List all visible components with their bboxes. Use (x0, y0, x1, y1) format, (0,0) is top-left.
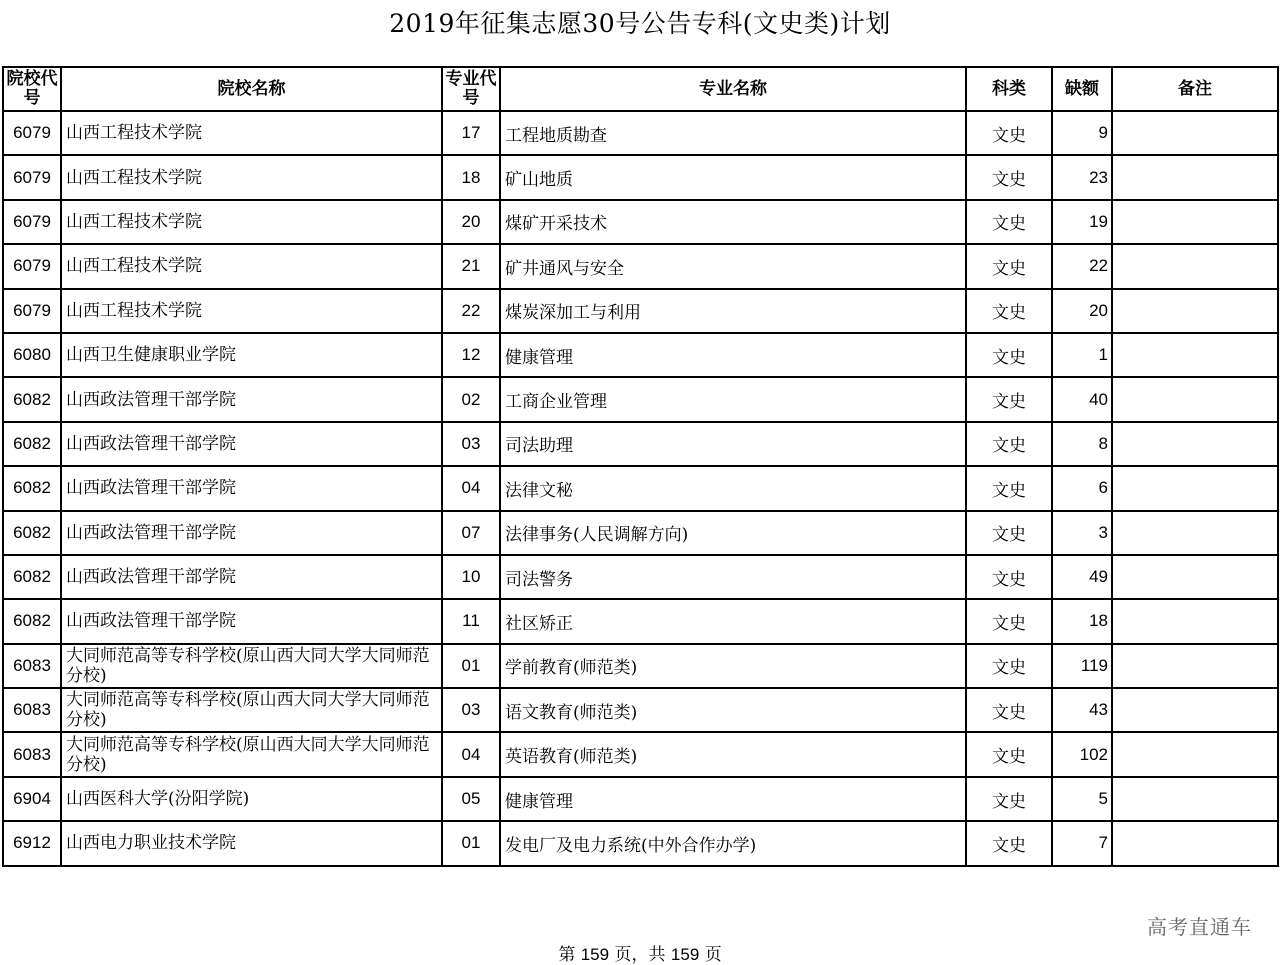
cell-vacancy: 43 (1052, 688, 1112, 732)
cell-category: 文史 (966, 777, 1052, 821)
cell-category: 文史 (966, 244, 1052, 288)
header-note: 备注 (1112, 67, 1278, 111)
cell-major-name: 矿井通风与安全 (500, 244, 966, 288)
table-row (3, 732, 1278, 776)
footer-total-pages: 159 (670, 945, 700, 964)
watermark: 高考直通车 (1147, 915, 1252, 939)
table-row (3, 422, 1278, 466)
cell-major-name: 工程地质勘查 (500, 111, 966, 155)
cell-school-code: 6079 (3, 289, 61, 333)
cell-major-name: 司法警务 (500, 555, 966, 599)
cell-major-name: 社区矫正 (500, 599, 966, 643)
cell-category: 文史 (966, 821, 1052, 865)
cell-school-name: 大同师范高等专科学校(原山西大同大学大同师范分校) (61, 688, 442, 732)
cell-category: 文史 (966, 732, 1052, 776)
cell-category: 文史 (966, 155, 1052, 199)
cell-school-code: 6082 (3, 511, 61, 555)
cell-note (1112, 155, 1278, 199)
header-category: 科类 (966, 67, 1052, 111)
cell-school-code: 6082 (3, 422, 61, 466)
page-title: 2019年征集志愿30号公告专科(文史类)计划 (389, 9, 891, 38)
cell-vacancy: 5 (1052, 777, 1112, 821)
cell-vacancy: 119 (1052, 644, 1112, 688)
cell-vacancy: 18 (1052, 599, 1112, 643)
cell-major-name: 法律事务(人民调解方向) (500, 511, 966, 555)
cell-major-code: 03 (442, 688, 500, 732)
cell-note (1112, 777, 1278, 821)
table-header (3, 67, 1278, 111)
cell-major-code: 10 (442, 555, 500, 599)
table-row (3, 155, 1278, 199)
footer-middle: 页，共 (614, 945, 666, 965)
table-row (3, 688, 1278, 732)
header-major-code: 专业代号 (442, 67, 500, 111)
page-footer (0, 940, 1280, 965)
cell-school-code: 6082 (3, 599, 61, 643)
cell-school-name: 山西卫生健康职业学院 (61, 333, 442, 377)
cell-school-name: 山西工程技术学院 (61, 244, 442, 288)
cell-school-name: 山西工程技术学院 (61, 111, 442, 155)
table-row (3, 377, 1278, 421)
cell-note (1112, 821, 1278, 865)
cell-school-code: 6079 (3, 155, 61, 199)
plan-table (2, 66, 1279, 867)
table-body (3, 111, 1278, 866)
cell-school-code: 6080 (3, 333, 61, 377)
cell-school-code: 6082 (3, 555, 61, 599)
cell-vacancy: 49 (1052, 555, 1112, 599)
cell-school-code: 6079 (3, 244, 61, 288)
cell-major-name: 法律文秘 (500, 466, 966, 510)
table-row (3, 289, 1278, 333)
cell-major-name: 学前教育(师范类) (500, 644, 966, 688)
cell-category: 文史 (966, 688, 1052, 732)
cell-major-code: 03 (442, 422, 500, 466)
table-row (3, 777, 1278, 821)
cell-major-code: 01 (442, 644, 500, 688)
cell-major-code: 21 (442, 244, 500, 288)
cell-category: 文史 (966, 599, 1052, 643)
cell-major-code: 11 (442, 599, 500, 643)
header-school-code: 院校代号 (3, 67, 61, 111)
cell-note (1112, 555, 1278, 599)
table-row (3, 644, 1278, 688)
cell-note (1112, 422, 1278, 466)
cell-school-name: 山西工程技术学院 (61, 289, 442, 333)
table-row (3, 599, 1278, 643)
cell-major-code: 12 (442, 333, 500, 377)
cell-major-name: 司法助理 (500, 422, 966, 466)
cell-school-name: 山西政法管理干部学院 (61, 422, 442, 466)
cell-category: 文史 (966, 289, 1052, 333)
cell-note (1112, 289, 1278, 333)
cell-school-name: 大同师范高等专科学校(原山西大同大学大同师范分校) (61, 732, 442, 776)
cell-school-name: 山西政法管理干部学院 (61, 466, 442, 510)
cell-vacancy: 6 (1052, 466, 1112, 510)
cell-note (1112, 200, 1278, 244)
cell-vacancy: 20 (1052, 289, 1112, 333)
cell-vacancy: 40 (1052, 377, 1112, 421)
cell-school-code: 6082 (3, 377, 61, 421)
cell-major-name: 矿山地质 (500, 155, 966, 199)
footer-page-number: 159 (580, 945, 610, 964)
cell-note (1112, 732, 1278, 776)
table-row (3, 511, 1278, 555)
footer-suffix: 页 (704, 945, 722, 965)
cell-school-code: 6912 (3, 821, 61, 865)
cell-school-code: 6079 (3, 200, 61, 244)
cell-note (1112, 511, 1278, 555)
header-school-name: 院校名称 (61, 67, 442, 111)
cell-major-name: 发电厂及电力系统(中外合作办学) (500, 821, 966, 865)
cell-major-code: 02 (442, 377, 500, 421)
cell-school-name: 山西政法管理干部学院 (61, 599, 442, 643)
cell-major-name: 煤矿开采技术 (500, 200, 966, 244)
cell-vacancy: 7 (1052, 821, 1112, 865)
cell-major-code: 22 (442, 289, 500, 333)
table-row (3, 111, 1278, 155)
table-row (3, 555, 1278, 599)
cell-major-code: 05 (442, 777, 500, 821)
cell-school-code: 6083 (3, 732, 61, 776)
cell-school-code: 6083 (3, 644, 61, 688)
cell-school-name: 山西政法管理干部学院 (61, 377, 442, 421)
cell-major-code: 01 (442, 821, 500, 865)
cell-school-code: 6079 (3, 111, 61, 155)
cell-vacancy: 8 (1052, 422, 1112, 466)
cell-major-name: 健康管理 (500, 333, 966, 377)
cell-vacancy: 19 (1052, 200, 1112, 244)
cell-vacancy: 22 (1052, 244, 1112, 288)
cell-category: 文史 (966, 111, 1052, 155)
cell-major-name: 英语教育(师范类) (500, 732, 966, 776)
cell-school-code: 6904 (3, 777, 61, 821)
cell-major-name: 煤炭深加工与利用 (500, 289, 966, 333)
cell-note (1112, 466, 1278, 510)
cell-category: 文史 (966, 511, 1052, 555)
cell-note (1112, 599, 1278, 643)
table-row (3, 200, 1278, 244)
cell-note (1112, 111, 1278, 155)
cell-category: 文史 (966, 644, 1052, 688)
header-row (3, 67, 1278, 111)
table-row (3, 244, 1278, 288)
cell-major-code: 18 (442, 155, 500, 199)
cell-major-name: 语文教育(师范类) (500, 688, 966, 732)
cell-major-code: 04 (442, 466, 500, 510)
cell-category: 文史 (966, 200, 1052, 244)
table-row (3, 333, 1278, 377)
cell-major-code: 17 (442, 111, 500, 155)
cell-note (1112, 333, 1278, 377)
header-vacancy: 缺额 (1052, 67, 1112, 111)
cell-note (1112, 644, 1278, 688)
cell-major-code: 04 (442, 732, 500, 776)
table-row (3, 466, 1278, 510)
cell-school-name: 山西政法管理干部学院 (61, 555, 442, 599)
cell-category: 文史 (966, 466, 1052, 510)
cell-vacancy: 1 (1052, 333, 1112, 377)
cell-category: 文史 (966, 377, 1052, 421)
cell-note (1112, 377, 1278, 421)
cell-school-code: 6082 (3, 466, 61, 510)
cell-school-name: 山西工程技术学院 (61, 155, 442, 199)
cell-vacancy: 23 (1052, 155, 1112, 199)
cell-major-name: 健康管理 (500, 777, 966, 821)
footer-prefix: 第 (558, 945, 576, 965)
cell-major-code: 07 (442, 511, 500, 555)
cell-school-name: 大同师范高等专科学校(原山西大同大学大同师范分校) (61, 644, 442, 688)
header-major-name: 专业名称 (500, 67, 966, 111)
cell-school-name: 山西政法管理干部学院 (61, 511, 442, 555)
cell-category: 文史 (966, 555, 1052, 599)
cell-vacancy: 3 (1052, 511, 1112, 555)
cell-category: 文史 (966, 333, 1052, 377)
cell-vacancy: 9 (1052, 111, 1112, 155)
cell-school-name: 山西工程技术学院 (61, 200, 442, 244)
cell-note (1112, 688, 1278, 732)
cell-major-name: 工商企业管理 (500, 377, 966, 421)
cell-school-code: 6083 (3, 688, 61, 732)
cell-note (1112, 244, 1278, 288)
cell-major-code: 20 (442, 200, 500, 244)
cell-category: 文史 (966, 422, 1052, 466)
cell-school-name: 山西电力职业技术学院 (61, 821, 442, 865)
cell-school-name: 山西医科大学(汾阳学院) (61, 777, 442, 821)
cell-vacancy: 102 (1052, 732, 1112, 776)
table-row (3, 821, 1278, 865)
